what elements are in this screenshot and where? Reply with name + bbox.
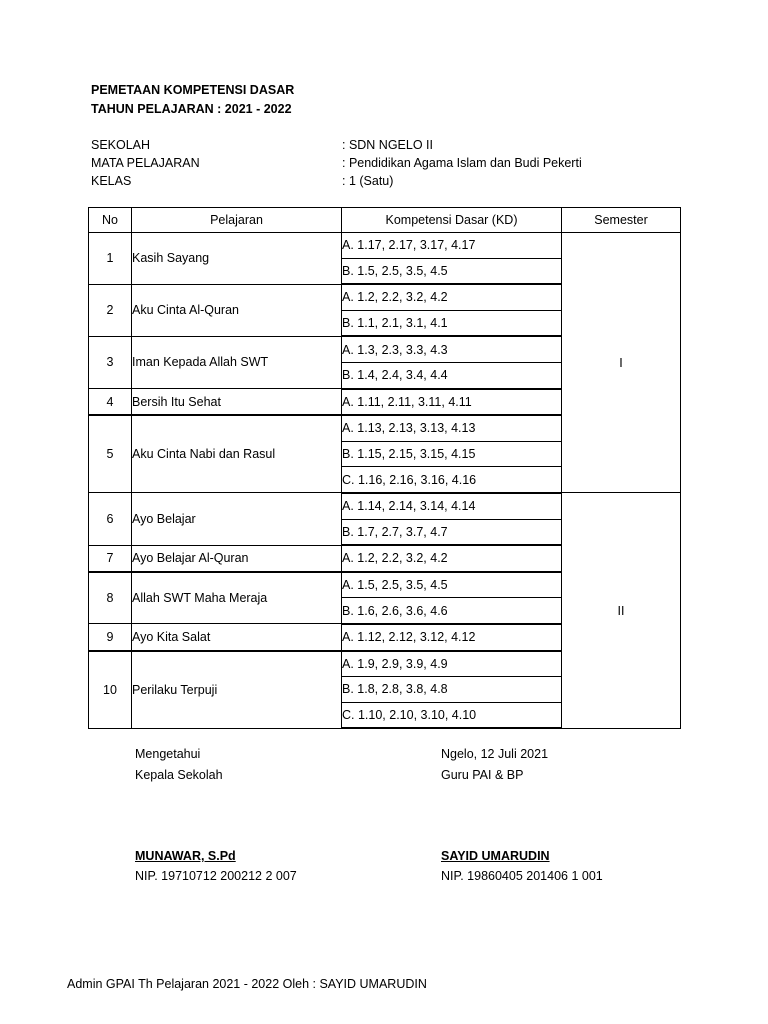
lesson-title: Ayo Kita Salat bbox=[132, 624, 342, 651]
competency-cell: B. 1.15, 2.15, 3.15, 4.15 bbox=[342, 441, 562, 467]
semester-cell: I bbox=[562, 233, 681, 493]
competency-cell: A. 1.9, 2.9, 3.9, 4.9 bbox=[342, 651, 562, 677]
meta-value-subject: : Pendidikan Agama Islam dan Budi Pekerti bbox=[342, 156, 582, 170]
lesson-title: Aku Cinta Nabi dan Rasul bbox=[132, 415, 342, 493]
document-title: PEMETAAN KOMPETENSI DASAR bbox=[91, 83, 295, 97]
lesson-title: Bersih Itu Sehat bbox=[132, 389, 342, 416]
competency-cell: A. 1.14, 2.14, 3.14, 4.14 bbox=[342, 493, 562, 519]
lesson-number: 5 bbox=[89, 415, 132, 493]
competency-cell: C. 1.16, 2.16, 3.16, 4.16 bbox=[342, 467, 562, 493]
competency-cell: A. 1.3, 2.3, 3.3, 4.3 bbox=[342, 336, 562, 362]
teacher-nip: NIP. 19860405 201406 1 001 bbox=[441, 869, 603, 883]
competency-cell: A. 1.11, 2.11, 3.11, 4.11 bbox=[342, 389, 562, 416]
competency-cell: A. 1.17, 2.17, 3.17, 4.17 bbox=[342, 233, 562, 259]
lesson-number: 1 bbox=[89, 233, 132, 285]
lesson-title: Aku Cinta Al-Quran bbox=[132, 284, 342, 336]
lesson-number: 6 bbox=[89, 493, 132, 545]
lesson-title: Iman Kepada Allah SWT bbox=[132, 336, 342, 388]
competency-cell: C. 1.10, 2.10, 3.10, 4.10 bbox=[342, 702, 562, 728]
lesson-number: 10 bbox=[89, 651, 132, 729]
table-row bbox=[89, 233, 681, 259]
academic-year-title: TAHUN PELAJARAN : 2021 - 2022 bbox=[91, 102, 292, 116]
header-lesson: Pelajaran bbox=[132, 208, 342, 233]
table-body bbox=[89, 233, 681, 729]
meta-value-class: : 1 (Satu) bbox=[342, 174, 394, 188]
teacher-name: SAYID UMARUDIN bbox=[441, 849, 550, 863]
meta-label-subject: MATA PELAJARAN bbox=[91, 156, 200, 170]
lesson-title: Perilaku Terpuji bbox=[132, 651, 342, 729]
place-date: Ngelo, 12 Juli 2021 bbox=[441, 747, 549, 761]
competency-cell: A. 1.5, 2.5, 3.5, 4.5 bbox=[342, 572, 562, 598]
competency-cell: A. 1.2, 2.2, 3.2, 4.2 bbox=[342, 284, 562, 310]
competency-cell: B. 1.6, 2.6, 3.6, 4.6 bbox=[342, 598, 562, 624]
table-header-row bbox=[89, 208, 681, 233]
lesson-number: 8 bbox=[89, 572, 132, 624]
lesson-number: 3 bbox=[89, 336, 132, 388]
competency-cell: B. 1.7, 2.7, 3.7, 4.7 bbox=[342, 519, 562, 545]
header-no: No bbox=[89, 208, 132, 233]
competency-cell: B. 1.5, 2.5, 3.5, 4.5 bbox=[342, 258, 562, 284]
lesson-title: Ayo Belajar bbox=[132, 493, 342, 545]
principal-name: MUNAWAR, S.Pd bbox=[135, 849, 236, 863]
meta-label-class: KELAS bbox=[91, 174, 132, 188]
competency-cell: B. 1.1, 2.1, 3.1, 4.1 bbox=[342, 310, 562, 336]
meta-value-school: : SDN NGELO II bbox=[342, 138, 433, 152]
lesson-title: Allah SWT Maha Meraja bbox=[132, 572, 342, 624]
principal-nip: NIP. 19710712 200212 2 007 bbox=[135, 869, 297, 883]
competency-cell: B. 1.8, 2.8, 3.8, 4.8 bbox=[342, 677, 562, 703]
acknowledged-label: Mengetahui bbox=[135, 747, 201, 761]
header-competency: Kompetensi Dasar (KD) bbox=[342, 208, 562, 233]
competency-cell: B. 1.4, 2.4, 3.4, 4.4 bbox=[342, 362, 562, 388]
competency-cell: A. 1.2, 2.2, 3.2, 4.2 bbox=[342, 545, 562, 572]
competency-cell: A. 1.13, 2.13, 3.13, 4.13 bbox=[342, 415, 562, 441]
lesson-number: 4 bbox=[89, 389, 132, 416]
competency-table bbox=[88, 207, 681, 729]
teacher-role: Guru PAI & BP bbox=[441, 768, 524, 782]
principal-role: Kepala Sekolah bbox=[135, 768, 223, 782]
header-semester: Semester bbox=[562, 208, 681, 233]
meta-label-school: SEKOLAH bbox=[91, 138, 151, 152]
table-row bbox=[89, 493, 681, 519]
lesson-title: Ayo Belajar Al-Quran bbox=[132, 545, 342, 572]
lesson-number: 2 bbox=[89, 284, 132, 336]
lesson-number: 9 bbox=[89, 624, 132, 651]
semester-cell: II bbox=[562, 493, 681, 728]
page-footer: Admin GPAI Th Pelajaran 2021 - 2022 Oleh : SAYID UMARUDIN bbox=[67, 977, 427, 991]
competency-cell: A. 1.12, 2.12, 3.12, 4.12 bbox=[342, 624, 562, 651]
lesson-number: 7 bbox=[89, 545, 132, 572]
lesson-title: Kasih Sayang bbox=[132, 233, 342, 285]
